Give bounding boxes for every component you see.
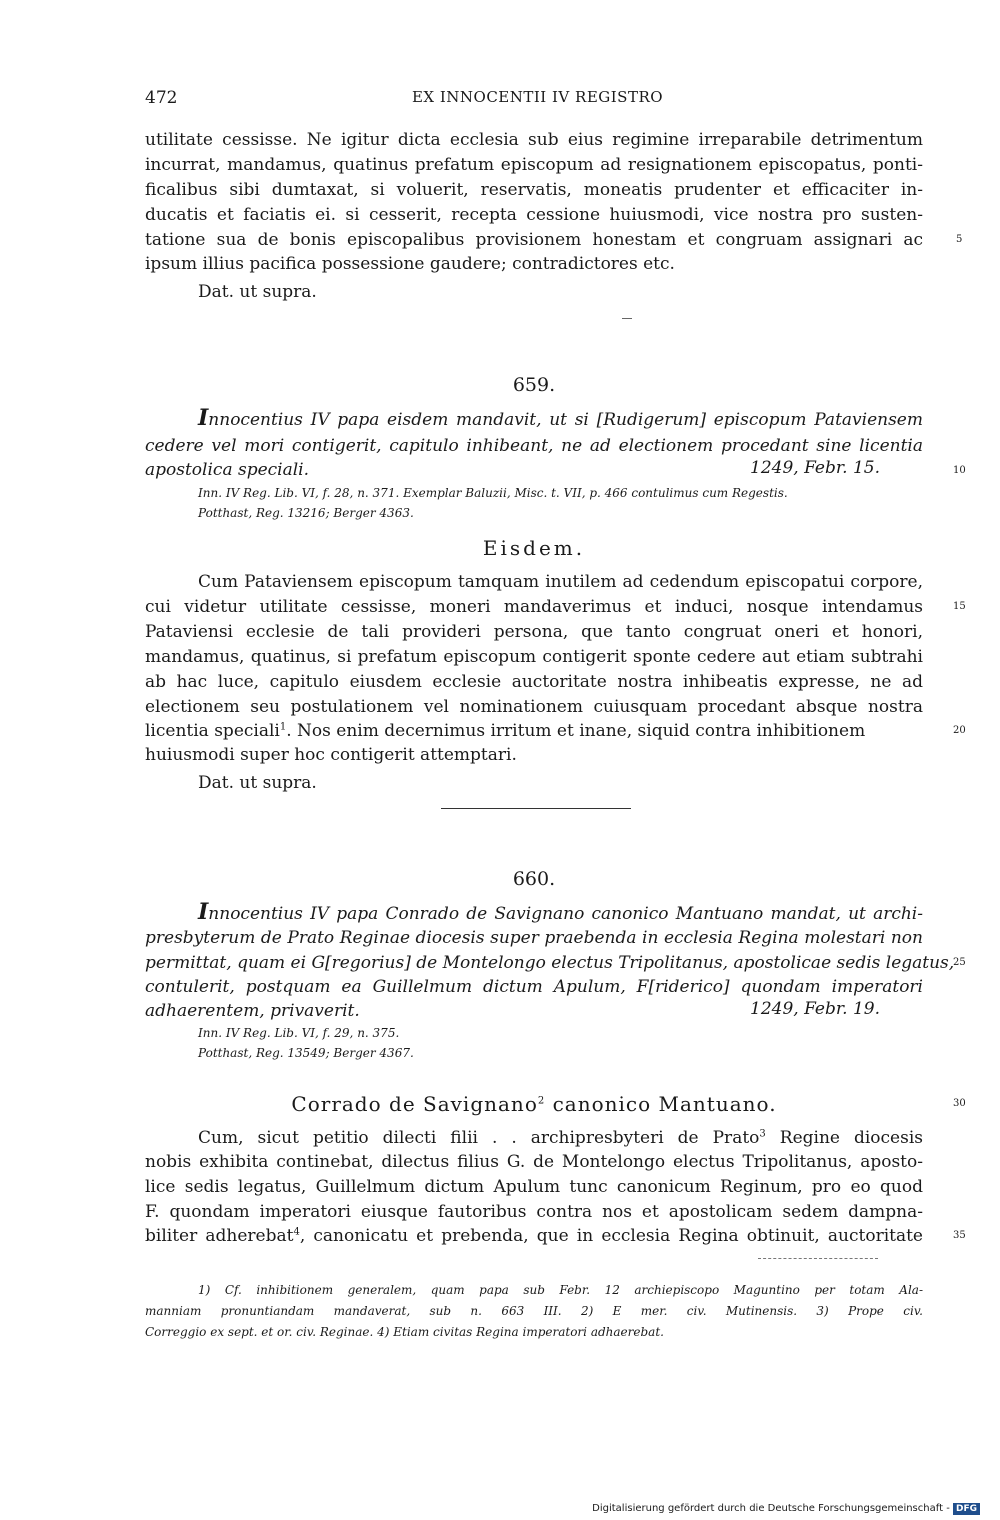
text-line: ficalibus sibi dumtaxat, si voluerit, reservatis, moneatis prudenter et efficaciter in- — [145, 180, 923, 200]
text-line: nobis exhibita continebat, dilectus filius G. de Montelongo electus Tripolitanus, aposto- — [145, 1152, 923, 1172]
summary-text: nnocentius IV papa Conrado de Savignano canonico Mantuano mandat, ut archi- — [208, 904, 923, 924]
dat-line: Dat. ut supra. — [198, 282, 317, 302]
credit-text: Digitalisierung gefördert durch die Deutsche Forschungsgemeinschaft — [592, 1503, 943, 1514]
text-line: ab hac luce, capitulo eiusdem ecclesie auctoritate nostra inhibeatis expresse, ne ad — [145, 672, 923, 692]
text-segment: Regine diocesis — [765, 1128, 923, 1148]
summary-line: adhaerentem, privaverit. — [145, 1001, 360, 1021]
text-segment: , canonicatu et prebenda, que in ecclesia Regina obtinuit, auctoritate — [299, 1226, 923, 1246]
heading-text: canonico Mantuano. — [545, 1092, 777, 1116]
text-line — [198, 1126, 923, 1150]
initial-capital: I — [198, 405, 209, 431]
margin-line-number: 30 — [953, 1098, 966, 1109]
text-line: F. quondam imperatori eiusque fautoribus contra nos et apostolicam sedem dampna- — [145, 1202, 923, 1222]
heading-text: Corrado de Savignano — [291, 1092, 538, 1116]
summary-line: contulerit, postquam ea Guillelmum dictum Apulum, F[riderico] quondam imperatori — [145, 977, 923, 997]
dfg-logo: DFG — [953, 1503, 980, 1515]
text-line: huiusmodi super hoc contigerit attemptari. — [145, 745, 517, 765]
text-line: mandamus, quatinus, si prefatum episcopum contigerit sponte cedere aut etiam subtrahi — [145, 647, 923, 667]
margin-line-number: 20 — [953, 725, 966, 736]
summary-line: apostolica speciali. — [145, 460, 310, 480]
letter-heading: Eisdem. — [482, 536, 586, 560]
text-line: utilitate cessisse. Ne igitur dicta ecclesia sub eius regimine irreparabile detrimentum — [145, 130, 923, 150]
source-reference: Potthast, Reg. 13216; Berger 4363. — [198, 506, 414, 520]
document-date: 1249, Febr. 15. — [750, 458, 880, 478]
digitization-credit — [592, 1503, 980, 1515]
text-line: ducatis et faciatis ei. si cesserit, recepta cessione huiusmodi, vice nostra pro susten- — [145, 205, 923, 225]
margin-line-number: 5 — [956, 234, 963, 245]
text-segment: . Nos enim decernimus irritum et inane, siquid contra inhibitionem — [286, 721, 866, 741]
text-line: tatione sua de bonis episcopalibus provisionem honestam et congruam assignari ac — [145, 230, 923, 250]
text-line: lice sedis legatus, Guillelmum dictum Apulum tunc canonicum Reginum, pro eo quod — [145, 1177, 923, 1197]
footnote-marker: 1 — [279, 721, 287, 733]
margin-line-number: 15 — [953, 601, 966, 612]
source-reference: Potthast, Reg. 13549; Berger 4367. — [198, 1046, 414, 1060]
footnote: manniam pronuntiandam mandaverat, sub n. 663 III. 2) E mer. civ. Mutinensis. 3) Prope civ. — [145, 1304, 923, 1318]
margin-line-number: 10 — [953, 465, 966, 476]
initial-capital: I — [198, 899, 209, 925]
text-line — [145, 719, 923, 743]
credit-separator: - — [946, 1503, 953, 1514]
text-line — [145, 1224, 923, 1248]
dat-line: Dat. ut supra. — [198, 773, 317, 793]
text-line: Cum Pataviensem episcopum tamquam inutilem ad cedendum episcopatui corpore, — [198, 572, 923, 592]
summary-line — [198, 406, 923, 432]
text-line: electionem seu postulationem vel nominationem cuiusquam procedant absque nostra — [145, 697, 923, 717]
footnote: Correggio ex sept. et or. civ. Reginae. 4) Etiam civitas Regina imperatori adhaerebat. — [145, 1325, 664, 1339]
text-segment: Cum, sicut petitio dilecti filii . . archipresbyteri de Prato — [198, 1128, 760, 1148]
footnote-marker: 2 — [537, 1095, 546, 1107]
text-segment: biliter adherebat — [145, 1226, 294, 1246]
page-number: 472 — [145, 88, 178, 108]
footnote-marker: 4 — [293, 1226, 300, 1238]
stray-mark — [622, 318, 632, 319]
letter-heading — [145, 1092, 923, 1116]
margin-line-number: 25 — [953, 957, 966, 968]
document-number: 659. — [512, 374, 556, 396]
section-divider — [441, 808, 631, 809]
summary-line: cedere vel mori contigerit, capitulo inhibeant, ne ad electionem procedant sine licentia — [145, 436, 923, 456]
document-date: 1249, Febr. 19. — [750, 999, 880, 1019]
summary-line — [198, 900, 923, 926]
text-segment: licentia speciali — [145, 721, 280, 741]
margin-line-number: 35 — [953, 1230, 966, 1241]
summary-line: permittat, quam ei G[regorius] de Montelongo electus Tripolitanus, apostolicae sedis legatus, — [145, 953, 955, 973]
document-number: 660. — [512, 868, 556, 890]
summary-text: nnocentius IV papa eisdem mandavit, ut si [Rudigerum] episcopum Pataviensem — [208, 410, 923, 430]
footnote-marker: 3 — [759, 1128, 766, 1140]
text-line: incurrat, mandamus, quatinus prefatum episcopum ad resignationem episcopatus, ponti- — [145, 155, 923, 175]
text-line: ipsum illius pacifica possessione gaudere; contradictores etc. — [145, 254, 675, 274]
source-reference: Inn. IV Reg. Lib. VI, f. 28, n. 371. Exemplar Baluzii, Misc. t. VII, p. 466 contulimus cum Regestis. — [198, 486, 788, 500]
catchword-dashes — [758, 1258, 878, 1259]
footnote: 1) Cf. inhibitionem generalem, quam papa sub Febr. 12 archiepiscopo Maguntino per totam Ala- — [198, 1283, 923, 1297]
source-reference: Inn. IV Reg. Lib. VI, f. 29, n. 375. — [198, 1026, 400, 1040]
text-line: cui videtur utilitate cessisse, moneri mandaverimus et induci, nosque intendamus — [145, 597, 923, 617]
text-line: Pataviensi ecclesie de tali provideri persona, que tanto congruat oneri et honori, — [145, 622, 923, 642]
running-title: EX INNOCENTII IV REGISTRO — [411, 88, 664, 106]
summary-line: presbyterum de Prato Reginae diocesis super praebenda in ecclesia Regina molestari non — [145, 928, 923, 948]
